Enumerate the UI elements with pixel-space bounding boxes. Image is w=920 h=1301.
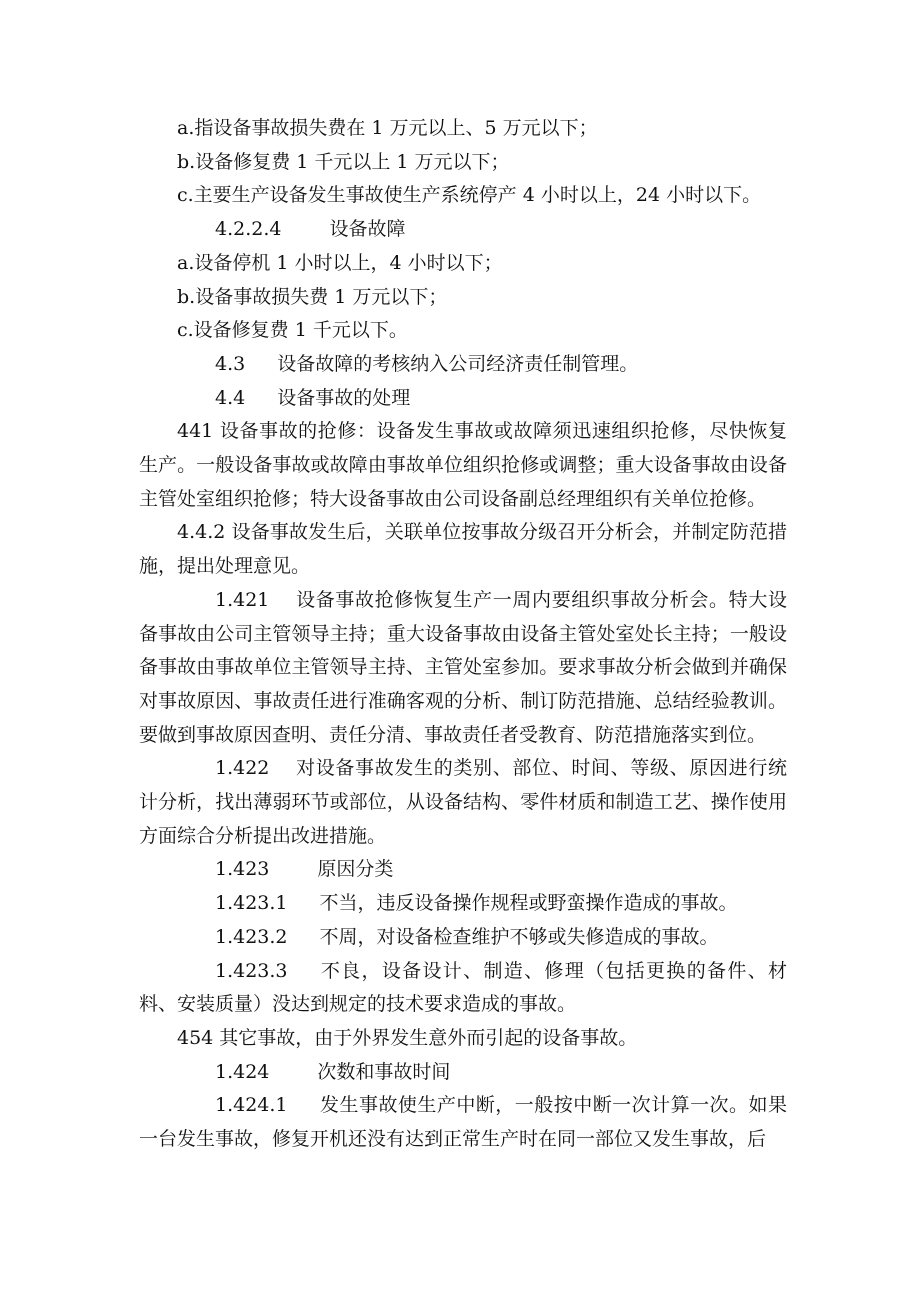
paragraph-1-424-1 [139, 1089, 787, 1156]
paragraph-1-423-3 [139, 955, 787, 1022]
item-a-downtime: a.设备停机 1 小时以上，4 小时以下； [177, 251, 503, 274]
item-b-loss: b.设备事故损失费 1 万元以下； [177, 285, 448, 308]
paragraph-442: 4.4.2 设备事故发生后，关联单位按事故分级召开分析会，并制定防范措施，提出处理意见。 [139, 521, 787, 578]
paragraph-text: 设备事故抢修恢复生产一周内要组织事故分析会。特大设备事故由公司主管领导主持；重大设备事故由设备主管处室处长主持；一般设备事故由事故单位主管领导主持、主管处室参加。要求事故分析会做到并确保对事故原因、事故责任进行准确客观的分析、制订防范措施、总结经验教训。要做到事故原因查明、责任分清、事故责任者受教育、防范措施落实到位。 [139, 588, 787, 746]
paragraph-1-423-1 [139, 887, 787, 921]
section-number: 1.422 [215, 757, 270, 780]
section-number: 4.2.2.4 [215, 218, 282, 241]
paragraph-text: 不当，违反设备操作规程或野蛮操作造成的事故。 [319, 892, 738, 915]
section-number: 4.4 [215, 386, 246, 409]
heading-4-2-2-4 [139, 213, 787, 247]
paragraph-1-421 [139, 584, 787, 753]
heading-1-424 [139, 1056, 787, 1090]
section-number: 1.423.2 [215, 925, 288, 948]
heading-4-3 [139, 348, 787, 382]
document-page [139, 112, 787, 1157]
section-number: 1.421 [215, 588, 270, 611]
paragraph-text: 对设备事故发生的类别、部位、时间、等级、原因进行统计分析，找出薄弱环节或部位，从设备结构、零件材质和制造工艺、操作使用方面综合分析提出改进措施。 [139, 757, 787, 847]
section-number: 1.424.1 [215, 1094, 288, 1117]
paragraph-1-423-2 [139, 921, 787, 955]
paragraph-text: 发生事故使生产中断，一般按中断一次计算一次。如果一台发生事故，修复开机还没有达到正常生产时在同一部位又发生事故，后 [139, 1094, 787, 1151]
section-title: 次数和事故时间 [317, 1060, 451, 1083]
paragraph-text: 不周，对设备检查维护不够或失修造成的事故。 [319, 925, 719, 948]
section-number: 1.423.1 [215, 892, 288, 915]
paragraph-454: 454 其它事故，由于外界发生意外而引起的设备事故。 [177, 1026, 638, 1049]
section-number: 1.424 [215, 1060, 270, 1083]
heading-1-423 [139, 853, 787, 887]
section-number: 4.3 [215, 352, 246, 375]
heading-4-4 [139, 382, 787, 416]
item-c-repair: c.设备修复费 1 千元以下。 [177, 319, 408, 342]
item-a-loss: a.指设备事故损失费在 1 万元以上、5 万元以下； [177, 117, 598, 139]
paragraph-text: 不良，设备设计、制造、修理（包括更换的备件、材料、安装质量）没达到规定的技术要求造成的事故。 [139, 959, 787, 1016]
section-text: 设备故障的考核纳入公司经济责任制管理。 [277, 352, 639, 375]
section-number: 1.423.3 [215, 959, 288, 982]
paragraph-1-422 [139, 752, 787, 853]
section-title: 设备事故的处理 [277, 386, 411, 409]
section-title: 设备故障 [329, 218, 406, 241]
section-number: 1.423 [215, 858, 270, 881]
item-b-repair-cost: b.设备修复费 1 千元以上 1 万元以下； [177, 150, 510, 173]
paragraph-441: 441 设备事故的抢修：设备发生事故或故障须迅速组织抢修，尽快恢复生产。一般设备事故或故障由事故单位组织抢修或调整；重大设备事故由设备主管处室组织抢修；特大设备事故由公司设备副总经理组织有关单位抢修。 [139, 420, 787, 510]
item-c-shutdown: c.主要生产设备发生事故使生产系统停产 4 小时以上，24 小时以下。 [177, 184, 762, 207]
section-title: 原因分类 [317, 858, 394, 881]
